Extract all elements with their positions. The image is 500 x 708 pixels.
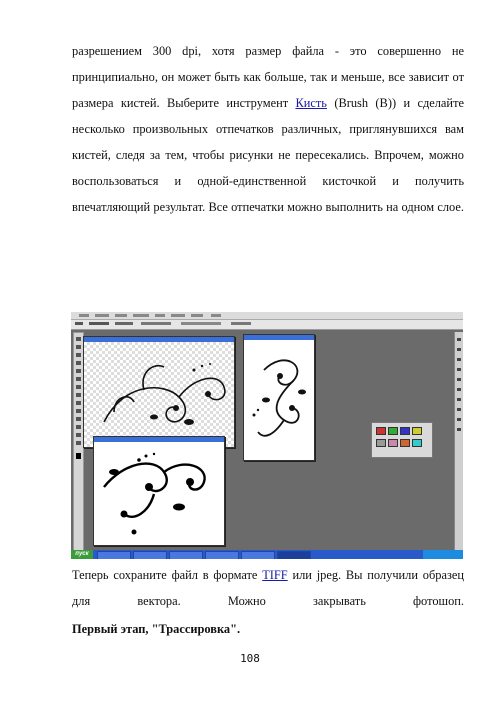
- swirl-ornament-icon: [94, 442, 224, 545]
- start-button: пуск: [71, 550, 93, 559]
- paragraph-save-file: [72, 562, 464, 614]
- options-bar: [71, 320, 463, 330]
- document-window-2: [243, 334, 315, 461]
- swirl-ornament-icon: [244, 340, 314, 460]
- panel-dock: [454, 332, 463, 550]
- tiff-format-link[interactable]: TIFF: [262, 568, 288, 582]
- paragraph-brush-instructions: [72, 38, 464, 220]
- styles-panel: [371, 422, 433, 458]
- section-heading: Первый этап, "Трассировка".: [72, 622, 241, 636]
- document-window-3: [93, 436, 225, 546]
- brush-tool-link[interactable]: Кисть: [295, 96, 327, 110]
- paragraph1-text-before-link: разрешением 300 dpi, хотя размер файла - это совершенно не принципиально, он может быть как больше, так и меньше, все зависит от размера кистей. Выберите инструмент: [72, 44, 464, 110]
- system-tray: [423, 550, 463, 559]
- swirl-ornament-icon: [84, 342, 234, 447]
- photoshop-screenshot: [71, 312, 463, 559]
- paragraph2-text-after-link: или jpeg. Вы получили образец для вектора. Можно закрывать фотошоп.: [72, 568, 464, 608]
- app-menubar: [71, 312, 463, 320]
- paragraph1-text-after-link: (Brush (B)) и сделайте несколько произвольных отпечатков различных, приглянувшихся вам кистей, следя за тем, чтобы рисунки не пересекались. Впрочем, можно воспользоваться и одной-единственной кисточкой и получить впечатляющий результат. Все отпечатки можно выполнить на одном слое.: [72, 96, 464, 214]
- paragraph2-text-before-link: Теперь сохраните файл в формате: [72, 568, 263, 582]
- document-window-1: [83, 336, 235, 448]
- windows-taskbar: [71, 550, 463, 559]
- page-number: 108: [240, 652, 260, 665]
